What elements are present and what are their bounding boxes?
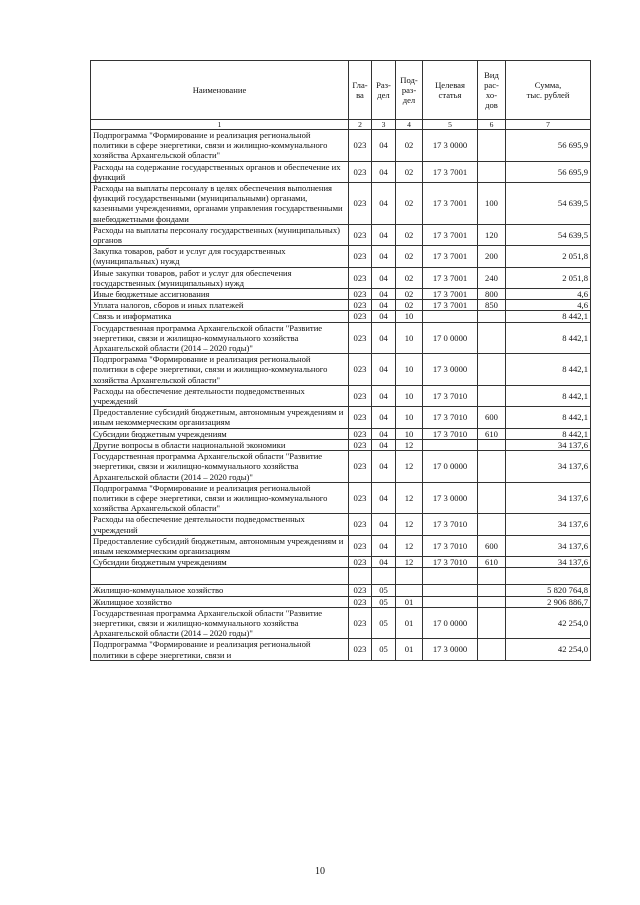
row-expense-type: 610: [478, 557, 506, 568]
empty-cell: [372, 568, 396, 585]
row-expense-type: 240: [478, 267, 506, 288]
table-row: [91, 289, 591, 300]
row-expense-type: [478, 607, 506, 639]
row-name: Субсидии бюджетным учреждениям: [91, 557, 349, 568]
table-row: [91, 267, 591, 288]
budget-table: [90, 60, 591, 661]
table-row: [91, 311, 591, 322]
row-sum: 34 137,6: [506, 439, 591, 450]
row-target-article: 17 3 0000: [423, 130, 478, 162]
row-razdel: 04: [372, 300, 396, 311]
column-number: 4: [396, 120, 423, 130]
row-expense-type: [478, 596, 506, 607]
row-target-article: 17 3 7001: [423, 161, 478, 182]
row-razdel: 04: [372, 535, 396, 556]
row-name: Предоставление субсидий бюджетным, автономным учреждениям и иным некоммерческим организациям: [91, 407, 349, 428]
row-podrazdel: 10: [396, 322, 423, 354]
row-sum: 8 442,1: [506, 407, 591, 428]
row-razdel: 04: [372, 439, 396, 450]
header-glava-line: ва: [356, 90, 364, 100]
column-number: 6: [478, 120, 506, 130]
row-expense-type: [478, 385, 506, 406]
row-expense-type: 610: [478, 428, 506, 439]
row-podrazdel: 02: [396, 267, 423, 288]
header-vid-line: хо-: [485, 90, 498, 100]
row-razdel: 04: [372, 514, 396, 535]
header-vid-line: рас-: [484, 79, 499, 90]
header-podrazdel: [396, 61, 423, 120]
row-razdel: 04: [372, 482, 396, 514]
row-podrazdel: 01: [396, 639, 423, 660]
row-expense-type: [478, 482, 506, 514]
table-row: [91, 482, 591, 514]
header-razdel-line: Раз-: [376, 79, 391, 90]
header-glava-line: Гла-: [352, 79, 368, 90]
row-name: Подпрограмма "Формирование и реализация региональной политики в сфере энергетики, связи и: [91, 639, 349, 660]
header-podrazdel-line: дел: [402, 95, 416, 106]
row-target-article: 17 3 7010: [423, 557, 478, 568]
row-name: Жилищно-коммунальное хозяйство: [91, 585, 349, 596]
row-name: Иные закупки товаров, работ и услуг для обеспечения государственных (муниципальных) нужд: [91, 267, 349, 288]
row-name: Подпрограмма "Формирование и реализация региональной политики в сфере энергетики, связи и жилищно-коммунального хозяйства Архангельской области": [91, 130, 349, 162]
row-sum: 8 442,1: [506, 428, 591, 439]
row-razdel: 04: [372, 246, 396, 267]
row-target-article: 17 3 7010: [423, 407, 478, 428]
row-name: Расходы на выплаты персоналу государственных (муниципальных) органов: [91, 224, 349, 245]
row-podrazdel: 02: [396, 130, 423, 162]
column-number: 2: [349, 120, 372, 130]
row-sum: 4,6: [506, 300, 591, 311]
row-podrazdel: 02: [396, 289, 423, 300]
row-glava: 023: [349, 300, 372, 311]
row-target-article: 17 3 0000: [423, 354, 478, 386]
table-row: [91, 130, 591, 162]
header-sum-line: тыс. рублей: [526, 90, 570, 100]
row-name: Государственная программа Архангельской области "Развитие энергетики, связи и жилищно-коммунального хозяйства Архангельской области (2014 – 2020 годы)": [91, 322, 349, 354]
row-target-article: 17 3 0000: [423, 482, 478, 514]
row-sum: 42 254,0: [506, 607, 591, 639]
row-glava: 023: [349, 407, 372, 428]
row-glava: 023: [349, 607, 372, 639]
header-name: Наименование: [91, 61, 349, 120]
header-razdel: [372, 61, 396, 120]
table-row: [91, 535, 591, 556]
row-expense-type: 200: [478, 246, 506, 267]
table-row: [91, 161, 591, 182]
table-row: [91, 385, 591, 406]
row-sum: 34 137,6: [506, 557, 591, 568]
row-expense-type: 800: [478, 289, 506, 300]
table-row: [91, 585, 591, 596]
row-name: Субсидии бюджетным учреждениям: [91, 428, 349, 439]
row-podrazdel: 10: [396, 311, 423, 322]
table-row: [91, 596, 591, 607]
row-podrazdel: 02: [396, 183, 423, 225]
empty-cell: [91, 568, 349, 585]
row-glava: 023: [349, 596, 372, 607]
row-glava: 023: [349, 535, 372, 556]
row-target-article: 17 0 0000: [423, 451, 478, 483]
row-target-article: 17 3 7001: [423, 224, 478, 245]
row-name: Уплата налогов, сборов и иных платежей: [91, 300, 349, 311]
row-glava: 023: [349, 557, 372, 568]
row-expense-type: [478, 311, 506, 322]
row-razdel: 04: [372, 267, 396, 288]
row-razdel: 05: [372, 607, 396, 639]
row-expense-type: [478, 439, 506, 450]
row-razdel: 04: [372, 407, 396, 428]
row-target-article: [423, 439, 478, 450]
row-podrazdel: 12: [396, 439, 423, 450]
row-target-article: 17 3 7001: [423, 289, 478, 300]
row-glava: 023: [349, 354, 372, 386]
row-sum: 8 442,1: [506, 354, 591, 386]
row-glava: 023: [349, 428, 372, 439]
row-podrazdel: 12: [396, 535, 423, 556]
row-sum: 34 137,6: [506, 535, 591, 556]
row-expense-type: 850: [478, 300, 506, 311]
header-vid: [478, 61, 506, 120]
row-razdel: 04: [372, 183, 396, 225]
table-spacer-row: [91, 568, 591, 585]
row-expense-type: [478, 322, 506, 354]
row-podrazdel: 02: [396, 300, 423, 311]
header-podrazdel-line: раз-: [401, 84, 417, 95]
table-row: [91, 514, 591, 535]
table-row: [91, 407, 591, 428]
row-name: Расходы на обеспечение деятельности подведомственных учреждений: [91, 385, 349, 406]
row-podrazdel: 02: [396, 246, 423, 267]
row-name: Предоставление субсидий бюджетным, автономным учреждениям и иным некоммерческим организациям: [91, 535, 349, 556]
row-glava: 023: [349, 639, 372, 660]
row-sum: 34 137,6: [506, 514, 591, 535]
row-razdel: 04: [372, 130, 396, 162]
table-row: [91, 354, 591, 386]
row-podrazdel: 01: [396, 607, 423, 639]
row-target-article: [423, 585, 478, 596]
row-sum: 2 906 886,7: [506, 596, 591, 607]
row-glava: 023: [349, 246, 372, 267]
row-glava: 023: [349, 267, 372, 288]
row-podrazdel: 01: [396, 596, 423, 607]
row-target-article: [423, 311, 478, 322]
row-expense-type: 100: [478, 183, 506, 225]
row-podrazdel: 12: [396, 514, 423, 535]
row-target-article: 17 3 7010: [423, 385, 478, 406]
row-name: Расходы на выплаты персоналу в целях обеспечения выполнения функций государственными (муниципальными) органами, казенными учреждениями, органами управления государственными внебюджетными фондами: [91, 183, 349, 225]
row-razdel: 04: [372, 557, 396, 568]
row-expense-type: 600: [478, 535, 506, 556]
table-row: [91, 639, 591, 660]
empty-cell: [349, 568, 372, 585]
column-number: 3: [372, 120, 396, 130]
row-podrazdel: 02: [396, 224, 423, 245]
row-expense-type: [478, 161, 506, 182]
row-expense-type: [478, 451, 506, 483]
row-expense-type: [478, 585, 506, 596]
empty-cell: [423, 568, 478, 585]
row-razdel: 04: [372, 451, 396, 483]
row-target-article: [423, 596, 478, 607]
row-expense-type: [478, 354, 506, 386]
table-row: [91, 428, 591, 439]
row-razdel: 05: [372, 639, 396, 660]
empty-cell: [506, 568, 591, 585]
header-sum-line: Сумма,: [534, 79, 562, 90]
row-sum: 8 442,1: [506, 385, 591, 406]
row-name: Государственная программа Архангельской области "Развитие энергетики, связи и жилищно-коммунального хозяйства Архангельской области (2014 – 2020 годы)": [91, 451, 349, 483]
row-sum: 56 695,9: [506, 130, 591, 162]
row-glava: 023: [349, 311, 372, 322]
row-glava: 023: [349, 322, 372, 354]
row-razdel: 05: [372, 585, 396, 596]
table-row: [91, 451, 591, 483]
row-name: Закупка товаров, работ и услуг для государственных (муниципальных) нужд: [91, 246, 349, 267]
row-sum: 42 254,0: [506, 639, 591, 660]
table-row: [91, 557, 591, 568]
row-name: Жилищное хозяйство: [91, 596, 349, 607]
table-row: [91, 607, 591, 639]
empty-cell: [478, 568, 506, 585]
row-expense-type: [478, 130, 506, 162]
row-expense-type: 120: [478, 224, 506, 245]
table-row: [91, 300, 591, 311]
table-row: [91, 439, 591, 450]
row-target-article: 17 3 7001: [423, 267, 478, 288]
row-sum: 34 137,6: [506, 482, 591, 514]
row-sum: 5 820 764,8: [506, 585, 591, 596]
row-target-article: 17 0 0000: [423, 607, 478, 639]
row-razdel: 04: [372, 428, 396, 439]
header-razdel-line: дел: [377, 90, 390, 100]
row-name: Расходы на содержание государственных органов и обеспечение их функций: [91, 161, 349, 182]
row-glava: 023: [349, 514, 372, 535]
row-expense-type: 600: [478, 407, 506, 428]
row-glava: 023: [349, 289, 372, 300]
row-expense-type: [478, 514, 506, 535]
row-podrazdel: 12: [396, 557, 423, 568]
row-target-article: 17 3 7001: [423, 183, 478, 225]
row-sum: 34 137,6: [506, 451, 591, 483]
row-glava: 023: [349, 451, 372, 483]
header-vid-line: дов: [485, 100, 498, 111]
budget-table-sheet: [90, 60, 590, 661]
row-target-article: 17 3 7001: [423, 300, 478, 311]
row-podrazdel: 10: [396, 354, 423, 386]
row-glava: 023: [349, 482, 372, 514]
header-sum: [506, 61, 591, 120]
row-sum: 4,6: [506, 289, 591, 300]
header-podrazdel-line: Под-: [400, 74, 418, 85]
header-target-line: статья: [438, 90, 462, 100]
row-target-article: 17 0 0000: [423, 322, 478, 354]
row-glava: 023: [349, 161, 372, 182]
column-number: 7: [506, 120, 591, 130]
row-sum: 54 639,5: [506, 224, 591, 245]
row-razdel: 04: [372, 161, 396, 182]
row-name: Государственная программа Архангельской области "Развитие энергетики, связи и жилищно-коммунального хозяйства Архангельской области (2014 – 2020 годы)": [91, 607, 349, 639]
row-target-article: 17 3 7001: [423, 246, 478, 267]
row-name: Подпрограмма "Формирование и реализация региональной политики в сфере энергетики, связи и жилищно-коммунального хозяйства Архангельской области": [91, 482, 349, 514]
row-target-article: 17 3 7010: [423, 428, 478, 439]
row-sum: 54 639,5: [506, 183, 591, 225]
header-target-line: Целевая: [435, 79, 465, 90]
table-row: [91, 246, 591, 267]
row-target-article: 17 3 0000: [423, 639, 478, 660]
row-razdel: 04: [372, 322, 396, 354]
row-glava: 023: [349, 130, 372, 162]
row-sum: 2 051,8: [506, 246, 591, 267]
row-glava: 023: [349, 183, 372, 225]
column-number-row: [91, 120, 591, 130]
row-podrazdel: 10: [396, 428, 423, 439]
header-glava: [349, 61, 372, 120]
row-razdel: 04: [372, 224, 396, 245]
empty-cell: [396, 568, 423, 585]
row-razdel: 05: [372, 596, 396, 607]
row-sum: 56 695,9: [506, 161, 591, 182]
row-podrazdel: 12: [396, 451, 423, 483]
column-number: 1: [91, 120, 349, 130]
table-row: [91, 322, 591, 354]
row-podrazdel: 10: [396, 407, 423, 428]
table-row: [91, 224, 591, 245]
row-podrazdel: 02: [396, 161, 423, 182]
row-target-article: 17 3 7010: [423, 514, 478, 535]
row-podrazdel: [396, 585, 423, 596]
row-sum: 8 442,1: [506, 311, 591, 322]
row-podrazdel: 12: [396, 482, 423, 514]
row-name: Иные бюджетные ассигнования: [91, 289, 349, 300]
row-razdel: 04: [372, 311, 396, 322]
row-name: Расходы на обеспечение деятельности подведомственных учреждений: [91, 514, 349, 535]
row-glava: 023: [349, 585, 372, 596]
header-vid-line: Вид: [484, 69, 499, 80]
table-header-row: [91, 61, 591, 120]
table-row: [91, 183, 591, 225]
row-sum: 8 442,1: [506, 322, 591, 354]
row-name: Другие вопросы в области национальной экономики: [91, 439, 349, 450]
column-number: 5: [423, 120, 478, 130]
header-target: [423, 61, 478, 120]
row-glava: 023: [349, 224, 372, 245]
row-razdel: 04: [372, 385, 396, 406]
row-target-article: 17 3 7010: [423, 535, 478, 556]
row-name: Подпрограмма "Формирование и реализация региональной политики в сфере энергетики, связи и жилищно-коммунального хозяйства Архангельской области": [91, 354, 349, 386]
row-glava: 023: [349, 439, 372, 450]
row-expense-type: [478, 639, 506, 660]
row-sum: 2 051,8: [506, 267, 591, 288]
row-razdel: 04: [372, 354, 396, 386]
row-name: Связь и информатика: [91, 311, 349, 322]
page-number: 10: [315, 866, 325, 877]
row-razdel: 04: [372, 289, 396, 300]
row-podrazdel: 10: [396, 385, 423, 406]
row-glava: 023: [349, 385, 372, 406]
